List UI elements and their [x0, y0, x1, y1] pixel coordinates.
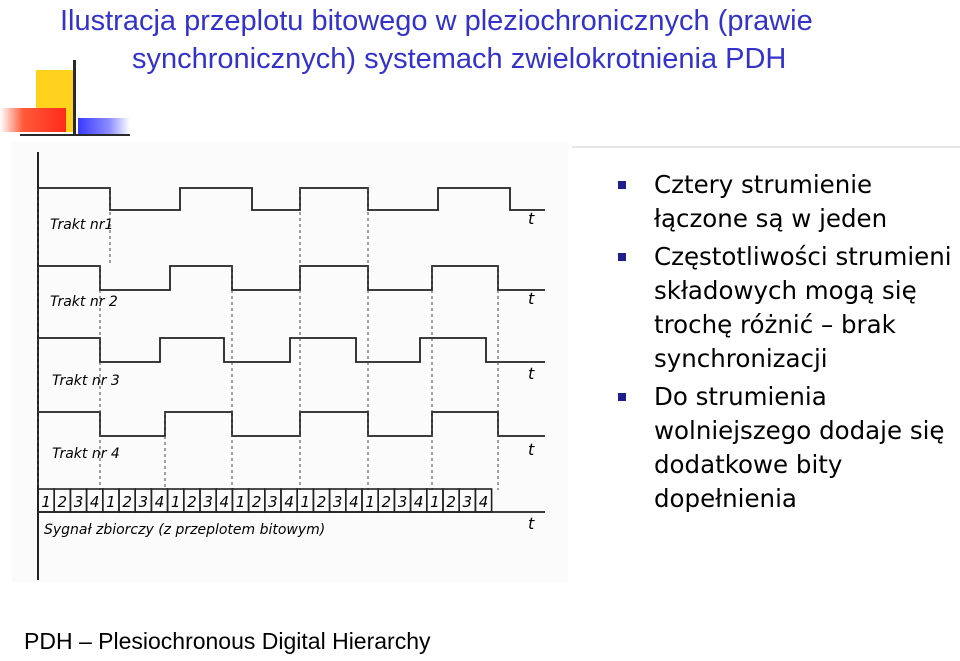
bit-interleaving-diagram	[0, 140, 580, 590]
bullet-square-icon	[618, 181, 626, 189]
multiplex-bit-number: 2	[446, 493, 456, 511]
multiplex-bit-number: 4	[284, 493, 294, 511]
multiplex-bit-number: 1	[235, 493, 246, 511]
multiplex-bit-number: 4	[89, 493, 100, 511]
multiplex-bit-number: 4	[478, 493, 489, 511]
deco-red-bar	[0, 108, 66, 132]
multiplex-bit-number: 4	[349, 493, 359, 511]
multiplex-bit-number: 3	[397, 493, 408, 511]
footer-text: PDH – Plesiochronous Digital Hierarchy	[24, 628, 431, 654]
multiplex-bit-number: 1	[430, 493, 440, 511]
multiplex-bit-number: 1	[41, 493, 51, 511]
multiplex-bit-number: 1	[300, 493, 311, 511]
bullet-square-icon	[618, 253, 626, 261]
bullet-item: Częstotliwości strumieni składowych mogą się trochę różnić – brak synchronizacji	[618, 240, 958, 376]
bullet-square-icon	[618, 393, 626, 401]
multiplex-bit-number: 2	[187, 493, 197, 511]
bullet-item: Do strumienia wolniejszego dodaje się dodatkowe bity dopełnienia	[618, 380, 958, 516]
multiplex-bit-number: 3	[138, 493, 149, 511]
multiplex-bit-number: 1	[170, 493, 181, 511]
multiplex-bit-number: 1	[106, 493, 116, 511]
bullet-list	[618, 168, 958, 520]
deco-blue-bar	[78, 118, 130, 134]
multiplex-label: Sygnał zbiorczy (z przeplotem bitowym)	[44, 522, 326, 538]
multiplex-bit-number: 2	[57, 493, 68, 511]
title-line-2: synchronicznych) systemach zwielokrotnienia PDH	[132, 43, 787, 75]
multiplex-bit-number: 2	[381, 493, 392, 511]
bullet-item: Cztery strumienie łączone są w jeden	[618, 168, 958, 236]
deco-horizontal-line-right	[572, 146, 960, 148]
multiplex-time-label: t	[528, 514, 535, 533]
deco-vertical-line	[73, 60, 76, 136]
track-2-time-label: t	[528, 289, 535, 308]
multiplex-bit-number: 2	[251, 493, 262, 511]
multiplex-bit-number: 4	[413, 493, 424, 511]
title-line-1: Ilustracja przeplotu bitowego w pleziochronicznych (prawie	[60, 5, 813, 37]
multiplex-bit-number: 2	[316, 493, 327, 511]
multiplex-bit-number: 3	[73, 493, 84, 511]
track-1-time-label: t	[528, 209, 535, 228]
multiplex-bit-number: 3	[332, 493, 343, 511]
track-4-time-label: t	[528, 440, 535, 459]
track-1-label: Trakt nr1	[50, 217, 114, 233]
multiplex-bit-number: 1	[365, 493, 375, 511]
track-3-label: Trakt nr 3	[52, 373, 120, 389]
multiplex-bit-number: 3	[462, 493, 473, 511]
track-2-label: Trakt nr 2	[50, 294, 118, 310]
multiplex-bit-number: 3	[268, 493, 278, 511]
track-4-label: Trakt nr 4	[52, 446, 120, 462]
multiplex-bit-number: 3	[203, 493, 213, 511]
multiplex-bit-number: 4	[154, 493, 165, 511]
multiplex-bit-number: 2	[122, 493, 132, 511]
track-3-time-label: t	[528, 364, 535, 383]
multiplex-bit-number: 4	[219, 493, 230, 511]
deco-horizontal-line	[20, 134, 130, 136]
slide-title	[60, 2, 960, 78]
